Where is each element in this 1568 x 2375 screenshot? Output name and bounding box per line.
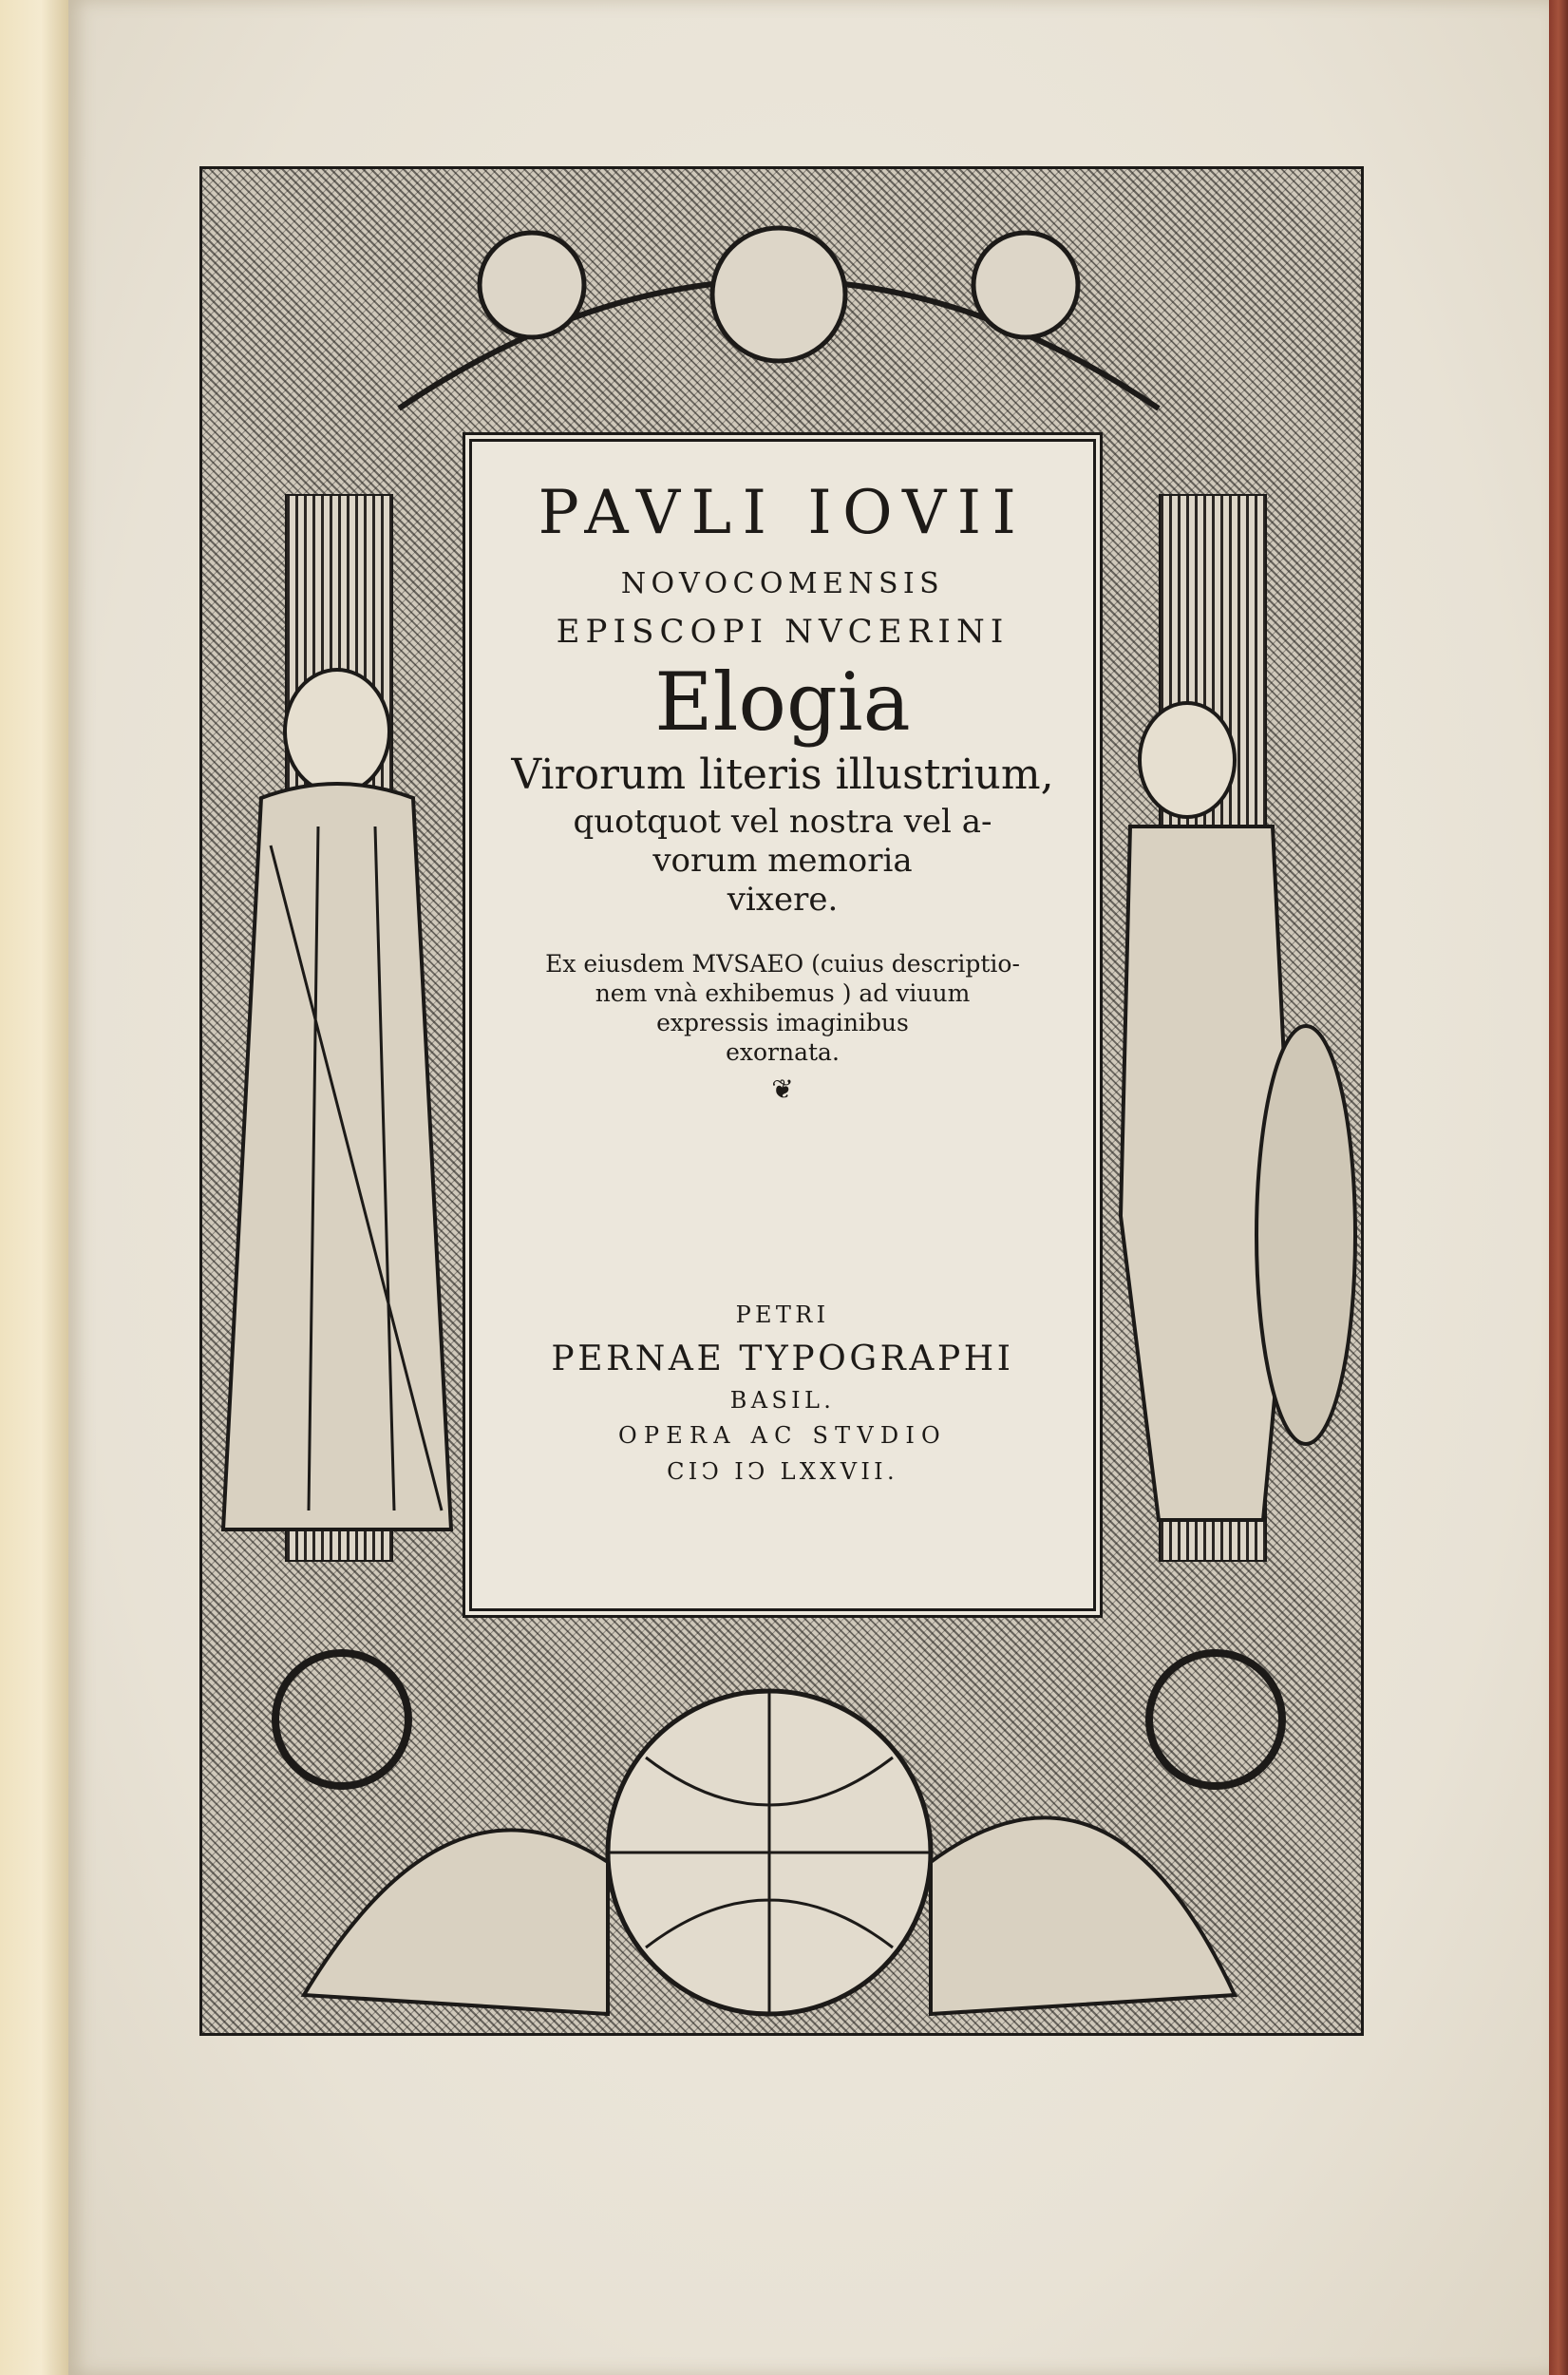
imprint-line-3: BASIL.	[729, 1387, 836, 1414]
imprint-line-4: OPERA AC STVDIO	[618, 1422, 947, 1449]
title-text-panel	[469, 439, 1096, 1611]
top-cartouche-illustration	[380, 171, 1178, 428]
description-line-4: exornata.	[726, 1038, 840, 1066]
author-name: PAVLI IOVII	[538, 478, 1028, 548]
subtitle-line-4: vixere.	[727, 881, 839, 919]
description-line-2: nem vnà exhibemus ) ad viuum	[595, 979, 971, 1007]
book-title: Elogia	[654, 656, 911, 749]
scholar-figure-illustration	[204, 656, 470, 1539]
soldier-figure-illustration	[1092, 684, 1358, 1539]
description-line-3: expressis imaginibus	[656, 1009, 909, 1036]
book-binding-edge	[1549, 0, 1568, 2375]
imprint-date: CIↃ IↃ LXXVII.	[667, 1458, 898, 1485]
imprint-line-2: PERNAE TYPOGRAPHI	[551, 1340, 1014, 1378]
facing-page-edge	[0, 0, 68, 2375]
subtitle-line-1: Virorum literis illustrium,	[511, 750, 1054, 799]
fleuron-ornament: ❦	[771, 1074, 794, 1105]
author-office: EPISCOPI NVCERINI	[556, 613, 1010, 651]
subtitle-line-3: vorum memoria	[652, 842, 913, 880]
description-line-1: Ex eiusdem MVSAEO (cuius descriptio-	[545, 950, 1020, 978]
imprint-line-1: PETRI	[735, 1302, 830, 1328]
bottom-allegory-illustration	[209, 1615, 1349, 2024]
author-origin: NOVOCOMENSIS	[620, 567, 945, 600]
subtitle-line-2: quotquot vel nostra vel a-	[573, 803, 992, 841]
